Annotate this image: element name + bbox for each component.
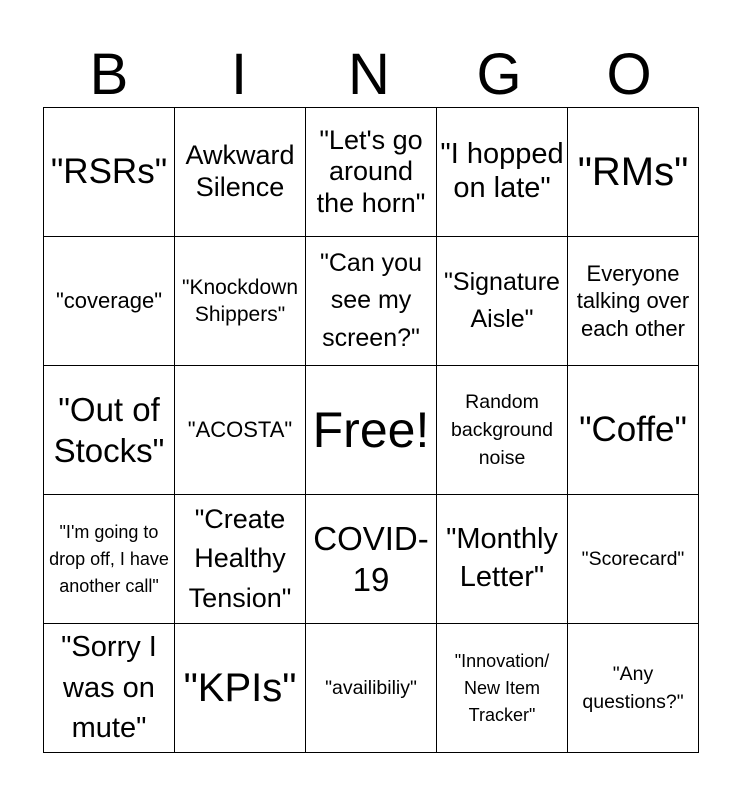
board-row — [44, 108, 699, 237]
bingo-cell[interactable]: "coverage" — [44, 237, 175, 366]
bingo-cell[interactable]: "RSRs" — [44, 108, 175, 237]
bingo-cell[interactable]: "Let's go around the horn" — [306, 108, 437, 237]
bingo-cell[interactable]: "Knockdown Shippers" — [175, 237, 306, 366]
bingo-cell[interactable]: "RMs" — [568, 108, 699, 237]
bingo-cell[interactable]: "Innovation/ New Item Tracker" — [437, 624, 568, 753]
bingo-header — [44, 44, 694, 106]
header-letter-g: G — [476, 42, 522, 107]
bingo-cell[interactable]: "KPIs" — [175, 624, 306, 753]
header-letter-b: B — [89, 42, 129, 107]
board-row — [44, 366, 699, 495]
header-letter-o: O — [606, 42, 652, 107]
bingo-board — [43, 107, 699, 753]
bingo-cell[interactable]: "I hopped on late" — [437, 108, 568, 237]
bingo-cell[interactable]: "Can you see my screen?" — [306, 237, 437, 366]
bingo-cell[interactable]: "Monthly Letter" — [437, 495, 568, 624]
bingo-cell[interactable]: Everyone talking over each other — [568, 237, 699, 366]
free-space[interactable]: Free! — [306, 366, 437, 495]
bingo-cell[interactable]: "Sorry I was on mute" — [44, 624, 175, 753]
header-letter-n: N — [348, 42, 390, 107]
bingo-cell[interactable]: "Any questions?" — [568, 624, 699, 753]
bingo-cell[interactable]: Awkward Silence — [175, 108, 306, 237]
bingo-cell[interactable]: Random background noise — [437, 366, 568, 495]
bingo-cell[interactable]: "Signature Aisle" — [437, 237, 568, 366]
bingo-cell[interactable]: "Coffe" — [568, 366, 699, 495]
bingo-cell[interactable]: "Out of Stocks" — [44, 366, 175, 495]
bingo-cell[interactable]: "ACOSTA" — [175, 366, 306, 495]
header-letter-i: I — [230, 42, 248, 107]
board-row — [44, 624, 699, 753]
bingo-cell[interactable]: "I'm going to drop off, I have another call" — [44, 495, 175, 624]
bingo-cell[interactable]: "Create Healthy Tension" — [175, 495, 306, 624]
board-row — [44, 237, 699, 366]
board-row — [44, 495, 699, 624]
bingo-cell[interactable]: "availibiliy" — [306, 624, 437, 753]
bingo-cell[interactable]: "Scorecard" — [568, 495, 699, 624]
bingo-cell[interactable]: COVID-19 — [306, 495, 437, 624]
